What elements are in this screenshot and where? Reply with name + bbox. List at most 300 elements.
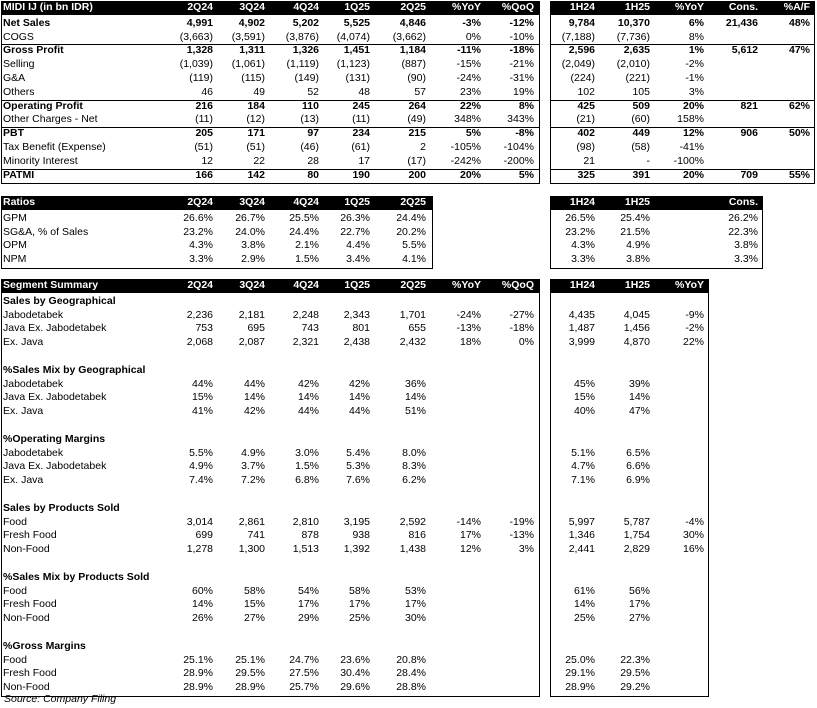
row-value: 42% — [297, 377, 319, 390]
table1-header-col: 2Q25 — [400, 1, 426, 13]
row-value: 938 — [352, 529, 370, 542]
table3-frame — [550, 279, 709, 697]
row-value: 55% — [788, 168, 810, 181]
row-value: 22.3% — [620, 653, 650, 666]
row-value: 2,810 — [292, 515, 319, 528]
row-value: 57 — [414, 85, 426, 98]
row-value: 2,592 — [399, 515, 426, 528]
row-label: Fresh Food — [3, 529, 57, 542]
row-value: 1,278 — [186, 543, 213, 556]
row-label: %Gross Margins — [3, 639, 86, 652]
row-label: Ex. Java — [3, 405, 44, 418]
row-label: NPM — [3, 253, 27, 266]
table2-header-col: 1H25 — [624, 196, 650, 208]
row-label: Others — [3, 85, 35, 98]
row-value: 48% — [788, 16, 810, 29]
row-value: (2,049) — [561, 58, 595, 71]
row-value: 44% — [297, 405, 319, 418]
row-value: 52 — [307, 85, 319, 98]
row-value: 102 — [577, 85, 595, 98]
row-value: 28.4% — [396, 667, 426, 680]
row-value: 97 — [307, 127, 319, 140]
row-value: 234 — [352, 127, 370, 140]
row-value: (1,123) — [336, 58, 370, 71]
row-value: 2,321 — [292, 336, 319, 349]
row-value: (7,736) — [616, 30, 650, 43]
row-value: 2,236 — [186, 308, 213, 321]
row-value: 1,326 — [292, 44, 319, 57]
row-label: Ex. Java — [3, 336, 44, 349]
table3-header-col: %YoY — [675, 279, 704, 291]
row-value: 26.6% — [183, 211, 213, 224]
row-value: 47% — [788, 44, 810, 57]
row-value: 22.7% — [340, 225, 370, 238]
row-value: 29.2% — [620, 681, 650, 694]
row-value: 3,014 — [186, 515, 213, 528]
row-value: 166 — [195, 168, 213, 181]
row-value: 30% — [682, 529, 704, 542]
row-value: -41% — [679, 141, 704, 153]
row-value: -24% — [456, 308, 481, 321]
row-value: 5,202 — [292, 16, 319, 29]
row-label: Fresh Food — [3, 667, 57, 680]
row-value: 709 — [740, 168, 758, 181]
row-value: 1,754 — [623, 529, 650, 542]
row-label: Jabodetabek — [3, 308, 64, 321]
row-value: (61) — [351, 141, 370, 153]
row-value: 1,487 — [568, 322, 595, 335]
row-value: 25.0% — [565, 653, 595, 666]
row-value: 25% — [348, 612, 370, 625]
row-value: 2,068 — [186, 336, 213, 349]
row-label: Operating Profit — [3, 99, 83, 112]
row-label: Jabodetabek — [3, 377, 64, 390]
row-value: 14% — [243, 391, 265, 404]
row-value: 4.4% — [346, 239, 370, 252]
row-value: 28.9% — [183, 667, 213, 680]
row-label: %Sales Mix by Geographical — [3, 363, 146, 376]
row-label: Non-Food — [3, 543, 50, 556]
table1-frame — [550, 1, 815, 184]
row-value: 10,370 — [617, 16, 650, 29]
row-value: 8.0% — [402, 446, 426, 459]
row-value: 17% — [459, 529, 481, 542]
row-value: 816 — [408, 529, 426, 542]
row-value: (49) — [407, 113, 426, 126]
row-value: 30.4% — [340, 667, 370, 680]
row-value: -200% — [503, 154, 534, 167]
row-value: 22.3% — [728, 225, 758, 238]
row-value: 7.2% — [241, 474, 265, 487]
row-value: 14% — [573, 598, 595, 611]
row-value: -2% — [685, 58, 704, 71]
row-value: 45% — [573, 377, 595, 390]
row-value: (3,591) — [231, 30, 265, 43]
row-value: 3.4% — [346, 253, 370, 266]
row-value: 158% — [677, 113, 704, 126]
row-value: 3% — [688, 85, 704, 98]
row-label: Minority Interest — [3, 154, 78, 167]
row-value: 4.3% — [571, 239, 595, 252]
row-value: 18% — [459, 336, 481, 349]
row-value: 3.8% — [734, 239, 758, 252]
row-value: 4.3% — [189, 239, 213, 252]
row-label: Food — [3, 653, 27, 666]
row-value: 6.6% — [626, 460, 650, 473]
row-label: %Sales Mix by Products Sold — [3, 570, 150, 583]
table2-header-col: 1Q25 — [344, 196, 370, 208]
row-value: 5% — [465, 127, 481, 140]
row-value: 3.3% — [189, 253, 213, 266]
row-value: 5,787 — [623, 515, 650, 528]
row-value: 4,846 — [399, 16, 426, 29]
row-value: 42% — [348, 377, 370, 390]
table1-header-title: MIDI IJ (in bn IDR) — [3, 1, 93, 13]
row-value: 2,248 — [292, 308, 319, 321]
table1-header-col: 1H25 — [624, 1, 650, 13]
row-value: (12) — [246, 113, 265, 126]
row-value: 23.6% — [340, 653, 370, 666]
row-value: 1% — [688, 44, 704, 57]
row-value: -15% — [456, 58, 481, 71]
table2-header-col: 2Q24 — [187, 196, 213, 208]
row-value: (1,061) — [231, 58, 265, 71]
row-label: GPM — [3, 211, 27, 224]
row-value: (17) — [407, 154, 426, 167]
row-value: (51) — [194, 141, 213, 153]
row-value: (60) — [631, 113, 650, 126]
row-value: 1,184 — [399, 44, 426, 57]
row-value: 23% — [459, 85, 481, 98]
row-value: 20% — [459, 168, 481, 181]
row-value: 27% — [243, 612, 265, 625]
table3-header-col: 3Q24 — [239, 279, 265, 291]
row-value: 44% — [191, 377, 213, 390]
row-label: Sales by Geographical — [3, 294, 116, 307]
row-value: 2,432 — [399, 336, 426, 349]
row-value: 3.0% — [295, 446, 319, 459]
row-value: (2,010) — [616, 58, 650, 71]
row-value: (1,039) — [179, 58, 213, 71]
table3-header-col: 1H24 — [569, 279, 595, 291]
row-value: -24% — [456, 72, 481, 84]
row-value: 80 — [307, 168, 319, 181]
row-value: 5% — [518, 168, 534, 181]
table3-header-col: 2Q24 — [187, 279, 213, 291]
row-value: 21 — [583, 154, 595, 167]
row-value: 4.1% — [402, 253, 426, 266]
row-value: 20.2% — [396, 225, 426, 238]
row-value: 22% — [459, 99, 481, 112]
row-value: 449 — [632, 127, 650, 140]
row-value: 821 — [740, 99, 758, 112]
row-value: 46 — [201, 85, 213, 98]
row-value: -100% — [673, 154, 704, 167]
table2-frame — [550, 196, 763, 269]
row-value: -18% — [509, 44, 534, 57]
row-value: 20.8% — [396, 653, 426, 666]
row-label: Java Ex. Jabodetabek — [3, 460, 107, 473]
row-value: 61% — [573, 584, 595, 597]
row-value: 29.5% — [620, 667, 650, 680]
row-value: 44% — [243, 377, 265, 390]
row-value: (13) — [300, 113, 319, 126]
row-value: 699 — [195, 529, 213, 542]
row-value: 54% — [297, 584, 319, 597]
row-value: 216 — [195, 99, 213, 112]
row-value: -31% — [509, 72, 534, 84]
row-value: 7.4% — [189, 474, 213, 487]
row-value: -104% — [503, 141, 534, 153]
row-value: 2,438 — [343, 336, 370, 349]
row-value: 4.9% — [626, 239, 650, 252]
row-value: 6.2% — [402, 474, 426, 487]
row-value: 20% — [682, 99, 704, 112]
row-value: 29.5% — [235, 667, 265, 680]
row-value: 4.7% — [571, 460, 595, 473]
row-value: 3.8% — [241, 239, 265, 252]
row-value: 21.5% — [620, 225, 650, 238]
row-value: 1,392 — [343, 543, 370, 556]
row-value: (131) — [345, 72, 370, 84]
table3-header-col: 4Q24 — [293, 279, 319, 291]
row-value: -3% — [462, 16, 481, 29]
table3-header-col: 2Q25 — [400, 279, 426, 291]
row-label: Java Ex. Jabodetabek — [3, 322, 107, 335]
row-value: 29.6% — [340, 681, 370, 694]
row-value: 28.8% — [396, 681, 426, 694]
row-label: Gross Profit — [3, 44, 64, 57]
table3-frame — [1, 279, 540, 697]
row-value: 2,441 — [568, 543, 595, 556]
row-value: 28.9% — [235, 681, 265, 694]
row-value: 41% — [191, 405, 213, 418]
row-label: %Operating Margins — [3, 432, 106, 445]
row-value: 906 — [740, 127, 758, 140]
row-value: -19% — [509, 515, 534, 528]
row-value: 2.9% — [241, 253, 265, 266]
row-value: -9% — [685, 308, 704, 321]
row-value: -105% — [450, 141, 481, 153]
row-value: 1.5% — [295, 460, 319, 473]
row-label: Sales by Products Sold — [3, 501, 120, 514]
row-value: 391 — [632, 168, 650, 181]
row-label: OPM — [3, 239, 27, 252]
table1-frame — [1, 1, 540, 184]
table2-header-col: 3Q24 — [239, 196, 265, 208]
row-value: -4% — [685, 515, 704, 528]
row-label: G&A — [3, 72, 26, 84]
row-value: 215 — [408, 127, 426, 140]
row-value: 2,087 — [238, 336, 265, 349]
table2-header-col: 4Q24 — [293, 196, 319, 208]
row-value: -2% — [685, 322, 704, 335]
table1-header-col: 3Q24 — [239, 1, 265, 13]
row-value: 17% — [404, 598, 426, 611]
table3-header-col: %YoY — [452, 279, 481, 291]
row-label: SG&A, % of Sales — [3, 225, 89, 238]
row-value: 17% — [628, 598, 650, 611]
row-value: 105 — [632, 85, 650, 98]
row-value: 2,829 — [623, 543, 650, 556]
row-value: 14% — [628, 391, 650, 404]
table1-header-col: %YoY — [452, 1, 481, 13]
row-value: 23.2% — [183, 225, 213, 238]
row-value: 15% — [191, 391, 213, 404]
row-value: (7,188) — [561, 30, 595, 43]
row-value: 25.1% — [183, 653, 213, 666]
table1-header-col: 1Q25 — [344, 1, 370, 13]
row-value: 25.7% — [289, 681, 319, 694]
row-value: 16% — [682, 543, 704, 556]
row-value: 1,701 — [399, 308, 426, 321]
row-value: 801 — [352, 322, 370, 335]
table2-header-col: 2Q25 — [400, 196, 426, 208]
row-value: 4,435 — [568, 308, 595, 321]
row-label: Selling — [3, 58, 35, 71]
row-value: 1,456 — [623, 322, 650, 335]
row-value: - — [646, 154, 650, 167]
row-value: (119) — [189, 72, 213, 84]
source-note: Source: Company Filing — [4, 693, 117, 705]
row-value: 15% — [573, 391, 595, 404]
row-value: 743 — [301, 322, 319, 335]
row-value: 4.9% — [189, 460, 213, 473]
row-value: 40% — [573, 405, 595, 418]
row-label: Net Sales — [3, 16, 51, 29]
row-value: 2,861 — [238, 515, 265, 528]
row-value: 28.9% — [183, 681, 213, 694]
table1-header-col: %YoY — [675, 1, 704, 13]
table2-header-title: Ratios — [3, 196, 36, 208]
row-value: 26.7% — [235, 211, 265, 224]
row-value: 348% — [454, 113, 481, 126]
row-value: 1,438 — [399, 543, 426, 556]
row-value: 42% — [243, 405, 265, 418]
row-value: (51) — [246, 141, 265, 153]
row-value: (3,663) — [179, 30, 213, 43]
table1-header-col: 4Q24 — [293, 1, 319, 13]
row-value: 2,343 — [343, 308, 370, 321]
row-value: 4,870 — [623, 336, 650, 349]
row-value: (1,119) — [286, 58, 319, 71]
row-value: (4,074) — [336, 30, 370, 43]
row-value: (11) — [352, 113, 370, 126]
row-label: Food — [3, 584, 27, 597]
row-value: 3,999 — [568, 336, 595, 349]
row-value: 5,997 — [568, 515, 595, 528]
table1-header-col: %A/F — [783, 1, 810, 13]
row-value: 878 — [301, 529, 319, 542]
table3-header-col: %QoQ — [501, 279, 534, 291]
row-value: 39% — [628, 377, 650, 390]
row-value: 5.4% — [346, 446, 370, 459]
row-value: (46) — [300, 141, 319, 153]
row-value: 343% — [507, 113, 534, 126]
row-value: 30% — [404, 612, 426, 625]
row-value: 4,902 — [238, 16, 265, 29]
row-value: 25.1% — [235, 653, 265, 666]
row-value: 245 — [352, 99, 370, 112]
row-value: 5,612 — [731, 44, 758, 57]
row-value: 24.7% — [289, 653, 319, 666]
row-label: Fresh Food — [3, 598, 57, 611]
row-value: (98) — [576, 141, 595, 153]
row-value: 12% — [459, 543, 481, 556]
row-value: 184 — [247, 99, 265, 112]
row-value: 25% — [573, 612, 595, 625]
row-value: 3.3% — [734, 253, 758, 266]
row-value: (3,662) — [392, 30, 426, 43]
row-value: 23.2% — [565, 225, 595, 238]
row-value: (221) — [625, 72, 650, 84]
row-value: 48 — [358, 85, 370, 98]
row-label: Other Charges - Net — [3, 113, 98, 126]
row-value: (3,876) — [285, 30, 319, 43]
table3-header-col: 1H25 — [624, 279, 650, 291]
row-value: 2.1% — [295, 239, 319, 252]
row-value: -14% — [456, 515, 481, 528]
row-value: (11) — [195, 113, 213, 126]
row-value: 6.9% — [626, 474, 650, 487]
row-value: 8% — [518, 99, 534, 112]
row-value: 1,328 — [186, 44, 213, 57]
row-value: 14% — [404, 391, 426, 404]
row-value: 9,784 — [568, 16, 595, 29]
row-value: 7.1% — [571, 474, 595, 487]
row-value: 6.5% — [626, 446, 650, 459]
row-label: Java Ex. Jabodetabek — [3, 391, 107, 404]
row-value: -11% — [457, 44, 481, 57]
row-value: 1.5% — [295, 253, 319, 266]
row-value: 741 — [247, 529, 265, 542]
row-value: 51% — [404, 405, 426, 418]
row-value: 695 — [247, 322, 265, 335]
row-value: 200 — [408, 168, 426, 181]
row-value: 49 — [253, 85, 265, 98]
row-value: 3.3% — [571, 253, 595, 266]
row-value: 1,311 — [239, 44, 265, 57]
row-value: 28 — [307, 154, 319, 167]
row-value: (21) — [576, 113, 595, 126]
table3-header-col: 1Q25 — [344, 279, 370, 291]
row-value: 2,635 — [623, 44, 650, 57]
row-value: 50% — [788, 127, 810, 140]
table1-header-col: Cons. — [728, 1, 758, 13]
row-value: 171 — [247, 127, 265, 140]
row-value: 28.9% — [565, 681, 595, 694]
table1-header-col: 1H24 — [569, 1, 595, 13]
row-value: 36% — [404, 377, 426, 390]
row-value: 26.5% — [565, 211, 595, 224]
row-value: 8.3% — [402, 460, 426, 473]
row-value: 509 — [632, 99, 650, 112]
row-value: 60% — [191, 584, 213, 597]
row-value: 17% — [297, 598, 319, 611]
row-value: 2,596 — [568, 44, 595, 57]
row-value: 5.5% — [189, 446, 213, 459]
row-value: 5,525 — [343, 16, 370, 29]
row-value: (224) — [570, 72, 595, 84]
row-value: -1% — [685, 72, 704, 84]
row-value: 24.4% — [289, 225, 319, 238]
row-label: Non-Food — [3, 681, 50, 694]
row-value: 27% — [628, 612, 650, 625]
table2-header-col: 1H24 — [569, 196, 595, 208]
row-label: Tax Benefit (Expense) — [3, 141, 106, 153]
row-value: (90) — [407, 72, 426, 84]
row-value: 753 — [195, 322, 213, 335]
